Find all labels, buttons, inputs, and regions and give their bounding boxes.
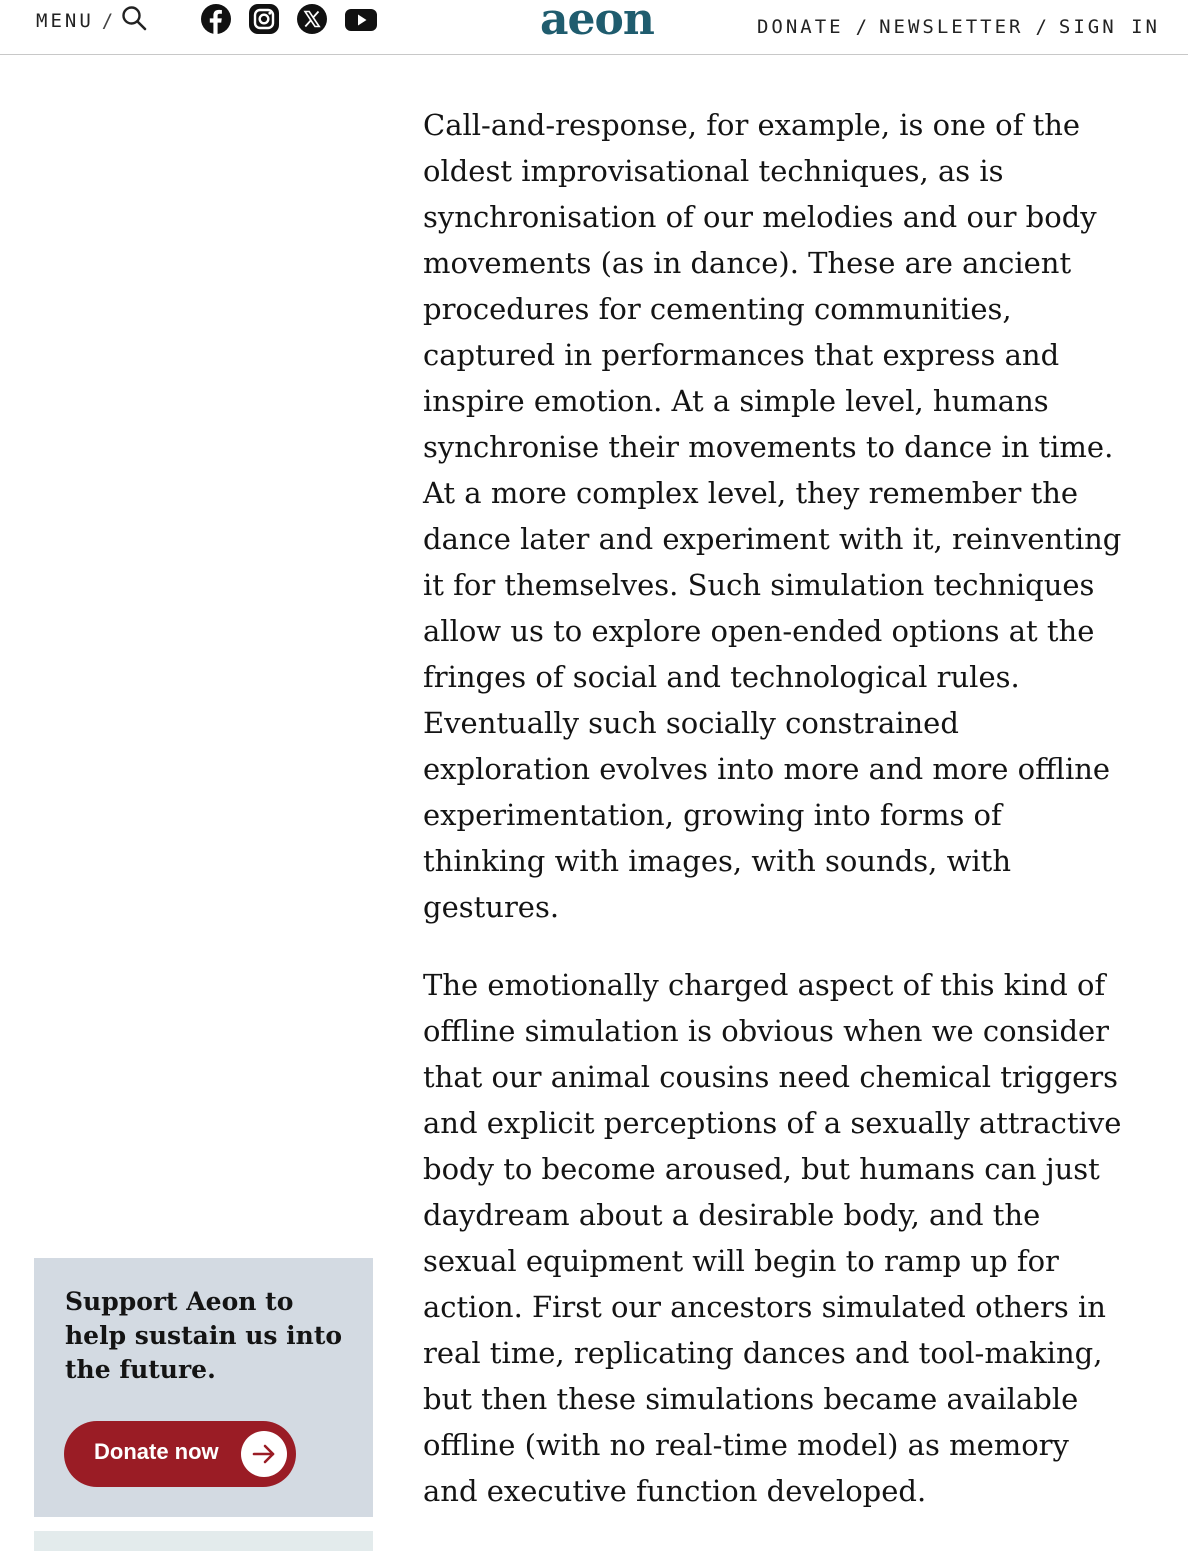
newsletter-link[interactable]: NEWSLETTER [879,16,1024,38]
donate-now-label: Donate now [94,1439,219,1464]
aeon-logo[interactable]: aeon [540,0,654,45]
sidebar-panel [34,1531,373,1551]
article-paragraph: Call-and-response, for example, is one of the oldest improvisational techniques, as is synchronisation of our melodies and our body movements (as in dance). These are ancient procedures for cementing communities, captured in performances that express and inspire emotion. At a simple level, humans synchronise their movements to dance in time. At a more complex level, they remember the dance later and experiment with it, reinventing it for themselves. Such simulation techniques allow us to explore open-ended options at the fringes of social and technological rules. Eventually such socially constrained exploration evolves into more and more offline experimentation, growing into forms of thinking with images, with sounds, with gestures. [423,108,1122,924]
menu-button[interactable]: MENU [36,10,94,32]
donate-now-button[interactable] [64,1421,296,1487]
site-header [0,0,1188,55]
facebook-icon[interactable] [200,3,232,35]
nav-separator: / [1035,16,1047,38]
youtube-icon[interactable] [344,3,376,35]
article-body [423,102,1123,1546]
social-links [200,2,376,36]
menu-separator: / [101,10,114,32]
header-nav [757,10,1160,44]
menu-group [36,4,147,38]
instagram-icon[interactable] [248,3,280,35]
article-paragraph: The emotionally charged aspect of this kind of offline simulation is obvious when we consider that our animal cousins need chemical triggers and explicit perceptions of a sexually attractive body to become aroused, but humans can just daydream about a desirable body, and the sexual equipment will begin to ramp up for action. First our ancestors simulated others in real time, replicating dances and tool-making, but then these simulations became available offline (with no real-time model) as memory and executive function developed. [423,968,1122,1508]
x-icon[interactable] [296,3,328,35]
support-box [34,1258,373,1517]
donate-link[interactable]: DONATE [756,16,844,38]
support-message: Support Aeon to help sustain us into the future. [65,1287,343,1384]
arrow-right-icon [241,1431,287,1477]
search-icon[interactable] [121,5,147,31]
nav-separator: / [855,16,868,38]
sign-in-link[interactable]: SIGN IN [1058,16,1160,38]
